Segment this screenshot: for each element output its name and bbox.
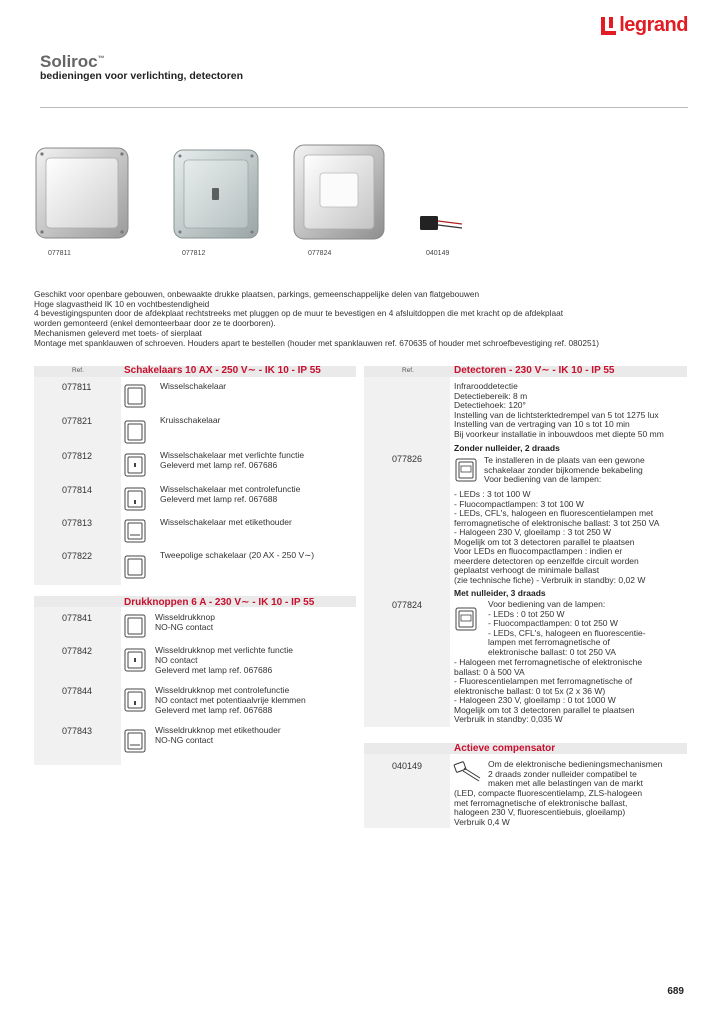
header-divider xyxy=(40,107,688,108)
detector-2wire-intro xyxy=(484,456,645,485)
item-description: Wisselschakelaar met controlefunctie xyxy=(160,484,301,494)
legrand-logo-mark-icon xyxy=(601,17,616,35)
ref-code: 077843 xyxy=(62,726,93,736)
spec-line: 2 draads zonder nulleider compatibel te xyxy=(488,768,637,779)
spec-line: ferromagnetische of elektronische ballast: 3 tot 250 VA xyxy=(454,517,660,528)
spec-line: lampen met ferromagnetische of xyxy=(488,637,610,647)
detectors-ref-column xyxy=(364,377,450,727)
detector-2wire-heading: Zonder nulleider, 2 draads xyxy=(454,443,560,453)
spec-line: - LEDs, CFL's, halogeen en fluorescentie- xyxy=(488,627,646,638)
item-description: Wisseldrukknop xyxy=(155,612,215,622)
detector-3wire-heading: Met nulleider, 3 draads xyxy=(454,588,546,598)
ref-code: 077822 xyxy=(62,551,93,561)
item-description: Wisseldrukknop met verlichte functie xyxy=(155,645,293,655)
spec-line: Detectiebereik: 8 m xyxy=(454,390,528,401)
description-line: worden gemonteerd (enkel demonteerbaar door ze te doorboren). xyxy=(34,318,276,329)
item-description: Wisselschakelaar met etikethouder xyxy=(160,517,292,527)
product-photo-040149 xyxy=(418,212,464,238)
page-title xyxy=(40,52,105,72)
spec-line: elektronische ballast: 0 tot 250 VA xyxy=(488,646,616,657)
page-subtitle: bedieningen voor verlichting, detectoren xyxy=(40,70,244,82)
detector-icon xyxy=(455,607,477,631)
spec-line: schakelaar zonder bijkomende bekabeling xyxy=(484,464,643,475)
ref-code: 077844 xyxy=(62,686,93,696)
compensator-section-title: Actieve compensator xyxy=(454,743,556,754)
spec-line: Verbruik 0,4 W xyxy=(454,816,510,827)
ref-column-label: Ref. xyxy=(402,367,414,374)
description-line: Mechanismen geleverd met toets- of sierplaat xyxy=(34,327,202,338)
product-photo-077824 xyxy=(292,143,386,241)
detector-2wire-specs xyxy=(454,490,659,585)
spec-line: Detectiehoek: 120° xyxy=(454,400,526,410)
spec-line: Infrarooddetectie xyxy=(454,381,518,391)
product-photo-077811 xyxy=(34,146,132,240)
spec-line: geplaatst verhoogt de minimale ballast xyxy=(454,565,600,575)
spec-line: - Halogeen 230 V, gloeilamp : 0 tot 1000 W xyxy=(454,695,616,705)
legrand-logo xyxy=(601,14,688,37)
item-description: Geleverd met lamp ref. 067686 xyxy=(160,460,278,470)
item-description: NO contact xyxy=(155,655,198,665)
detector-3wire-intro xyxy=(488,600,646,657)
detectors-section-title: Detectoren - 230 V∼ - IK 10 - IP 55 xyxy=(454,365,615,376)
spec-line: Te installeren in de plaats van een gewone xyxy=(484,455,645,465)
spec-line: Instelling van de vertraging van 10 s tot 10 min xyxy=(454,419,630,429)
description-line: Geschikt voor openbare gebouwen, onbewaakte drukke plaatsen, parkings, gemeenschappelijke delen van flatgebouwen xyxy=(34,289,480,299)
switch-icon xyxy=(124,420,146,444)
spec-line: Instelling van de lichtsterktedrempel van 5 tot 1275 lux xyxy=(454,409,659,420)
trademark-mark: ™ xyxy=(97,55,105,63)
ref-code: 077814 xyxy=(62,485,93,495)
spec-line: - Fluocompactlampen: 3 tot 100 W xyxy=(454,498,584,509)
item-description: Tweepolige schakelaar (20 AX - 250 V∼) xyxy=(160,550,315,560)
pushbutton-icon xyxy=(124,614,146,638)
spec-line: - LEDs, CFL's, halogeen en fluorescentielampen met xyxy=(454,508,654,518)
spec-line: maken met alle belastingen van de markt xyxy=(488,778,643,788)
spec-line: Mogelijk om tot 3 detectoren parallel te plaatsen xyxy=(454,536,635,547)
illuminated-pushbutton-icon xyxy=(124,648,146,672)
detector-icon xyxy=(455,458,477,482)
ref-code: 077826 xyxy=(392,454,423,464)
switches-section-title: Schakelaars 10 AX - 250 V∼ - IK 10 - IP 55 xyxy=(124,365,321,376)
detector-3wire-specs xyxy=(454,658,642,725)
ref-code: 077842 xyxy=(62,646,93,656)
item-description: NO-NG contact xyxy=(155,622,214,632)
item-description: Geleverd met lamp ref. 067688 xyxy=(160,494,278,504)
ref-code: 077824 xyxy=(392,600,423,610)
spec-line: - Halogeen met ferromagnetische of elektronische xyxy=(454,657,643,667)
spec-line: Voor bediening van de lampen: xyxy=(488,599,606,609)
spec-line: Bij voorkeur installatie in inbouwdoos met diepte 50 mm xyxy=(454,428,664,439)
page-title-text: Soliroc xyxy=(40,52,98,71)
detectors-general-specs xyxy=(454,382,664,439)
spec-line: halogeen 230 V, fluorescentiebuis, gloeilamp) xyxy=(454,807,626,817)
item-description: Wisseldrukknop met controlefunctie xyxy=(155,685,290,695)
description-line: Montage met spanklauwen of schroeven. Houders apart te bestellen (houder met spanklauwen ref. 670635 of houder met schroefbevestiging ref. 080251) xyxy=(34,337,599,348)
legrand-logo-text: legrand xyxy=(619,14,688,36)
item-description: NO contact met potentiaalvrije klemmen xyxy=(155,695,306,705)
spec-line: Mogelijk om tot 3 detectoren parallel te plaatsen xyxy=(454,704,635,715)
general-description xyxy=(34,290,694,348)
product-photo-077812 xyxy=(172,148,260,240)
page-number: 689 xyxy=(667,986,684,997)
compensator-intro xyxy=(488,760,662,789)
ref-code: 077813 xyxy=(62,518,93,528)
ref-code: 077841 xyxy=(62,613,93,623)
product-code-1: 077811 xyxy=(48,250,71,257)
illuminated-switch-icon xyxy=(124,453,146,477)
item-description: Geleverd met lamp ref. 067688 xyxy=(155,705,273,715)
ref-column-label: Ref. xyxy=(72,367,84,374)
spec-line: - LEDs : 0 tot 250 W xyxy=(488,608,565,619)
ref-code: 077811 xyxy=(62,382,92,392)
spec-line: - LEDs : 3 tot 100 W xyxy=(454,489,531,499)
spec-line: Voor LEDs en fluocompactlampen : indien er xyxy=(454,546,623,556)
description-line: 4 bevestigingspunten door de afdekplaat rechtstreeks met pluggen op de muur te bevestigen en 4 afsluitdoppen die met kracht op de afdekplaat xyxy=(34,308,564,319)
double-pole-switch-icon xyxy=(124,555,146,579)
spec-line: ballast: 0 à 500 VA xyxy=(454,666,525,677)
spec-line: Om de elektronische bedieningsmechanismen xyxy=(488,759,663,769)
product-code-2: 077812 xyxy=(182,250,206,257)
spec-line: - Fluorescentielampen met ferromagnetische of xyxy=(454,676,633,686)
spec-line: met ferromagnetische of elektronische ballast, xyxy=(454,797,628,808)
label-holder-pushbutton-icon xyxy=(124,729,146,753)
product-code-4: 040149 xyxy=(426,250,450,257)
item-description: Wisselschakelaar xyxy=(160,381,227,391)
spec-line: elektronische ballast: 0 tot 5x (2 x 36 W) xyxy=(454,685,606,696)
spec-line: Verbruik in standby: 0,035 W xyxy=(454,714,563,724)
spec-line: Voor bediening van de lampen: xyxy=(484,474,602,484)
ref-code: 040149 xyxy=(392,761,423,771)
item-description: NO-NG contact xyxy=(155,735,214,745)
spec-line: (zie technische fiche) - Verbruik in standby: 0,02 W xyxy=(454,574,646,585)
ref-code: 077812 xyxy=(62,451,93,461)
description-line: Hoge slagvastheid IK 10 en vochtbestendigheid xyxy=(34,298,210,309)
spec-line: meerdere detectoren op eenzelfde circuit worden xyxy=(454,555,639,566)
control-pushbutton-icon xyxy=(124,688,146,712)
item-description: Geleverd met lamp ref. 067686 xyxy=(155,665,273,675)
item-description: Kruisschakelaar xyxy=(160,415,221,425)
ref-code: 077821 xyxy=(62,416,93,426)
control-switch-icon xyxy=(124,487,146,511)
label-holder-switch-icon xyxy=(124,519,146,543)
item-description: Wisselschakelaar met verlichte functie xyxy=(160,450,305,460)
spec-line: - Halogeen 230 V, gloeilamp : 3 tot 250 W xyxy=(454,527,612,537)
product-code-3: 077824 xyxy=(308,250,332,257)
spec-line: - Fluocompactlampen: 0 tot 250 W xyxy=(488,618,618,628)
switch-icon xyxy=(124,384,146,408)
compensator-icon xyxy=(453,760,483,782)
item-description: Wisseldrukknop met etikethouder xyxy=(155,725,281,735)
pushbuttons-section-title: Drukknoppen 6 A - 230 V∼ - IK 10 - IP 55 xyxy=(124,597,315,608)
spec-line: (LED, compacte fluorescentielamp, ZLS-halogeen xyxy=(454,788,643,798)
compensator-specs xyxy=(454,789,642,827)
